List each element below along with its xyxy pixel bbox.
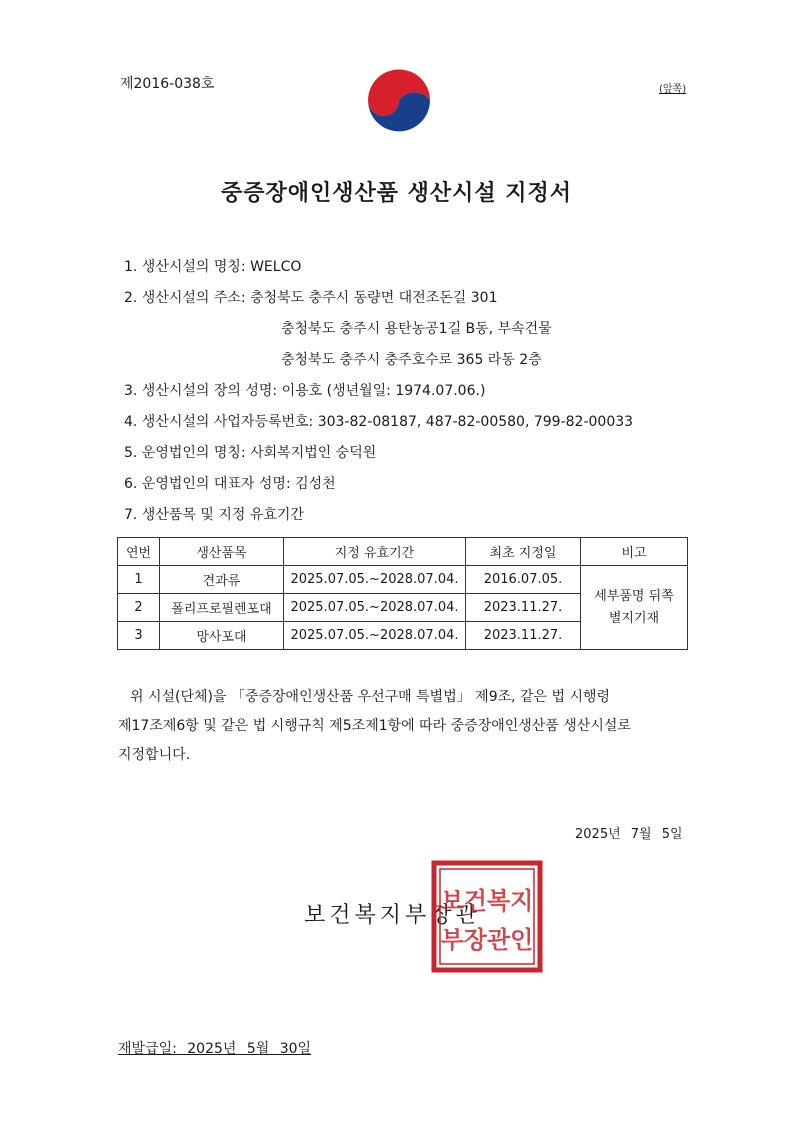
first-designation-date: 2023.11.27.: [466, 622, 581, 650]
table-header-row: [118, 538, 688, 566]
validity-period: 2025.07.05.~2028.07.04.: [284, 566, 466, 594]
page-side-label: (앞쪽): [659, 84, 687, 95]
government-emblem-icon: [356, 66, 442, 152]
item-product-period: 7. 생산품목 및 지정 유효기간: [124, 507, 304, 523]
reissue-date: 재발급일: 2025년 5월 30일: [118, 1041, 312, 1057]
item-facility-head: 3. 생산시설의 장의 성명: 이용호 (생년월일: 1974.07.06.): [124, 383, 486, 399]
column-header: 최초 지정일: [466, 538, 581, 566]
remark-line: 별지기재: [608, 610, 660, 626]
issuer-name: 보건복지부장관: [304, 903, 481, 928]
seal-text: 부장관인: [440, 926, 534, 954]
column-header: 연번: [118, 538, 160, 566]
designation-statement: [118, 683, 693, 770]
page-title: 중증장애인생산품 생산시설 지정서: [220, 181, 573, 206]
row-number: 3: [118, 622, 160, 650]
statement-line: 제17조제6항 및 같은 법 시행규칙 제5조제1항에 따라 중증장애인생산품 생산시설로: [118, 718, 631, 734]
remark-cell: [581, 566, 688, 650]
address-line-3: 충청북도 충주시 충주호수로 365 라동 2층: [281, 352, 542, 368]
product-table: [117, 537, 688, 650]
product-name: 망사포대: [160, 622, 284, 650]
product-name: 견과류: [160, 566, 284, 594]
table-row: [118, 566, 688, 594]
first-designation-date: 2023.11.27.: [466, 594, 581, 622]
column-header: 지정 유효기간: [284, 538, 466, 566]
validity-period: 2025.07.05.~2028.07.04.: [284, 622, 466, 650]
statement-line: 위 시설(단체)을 「중증장애인생산품 우선구매 특별법」 제9조, 같은 법 시행령: [130, 689, 611, 705]
column-header: 생산품목: [160, 538, 284, 566]
address-line-2: 충청북도 충주시 용탄농공1길 B동, 부속건물: [281, 321, 552, 337]
column-header: 비고: [581, 538, 688, 566]
row-number: 1: [118, 566, 160, 594]
document-number: 제2016-038호: [120, 76, 215, 92]
item-business-number: 4. 생산시설의 사업자등록번호: 303-82-08187, 487-82-00580, 799-82-00033: [124, 414, 634, 430]
seal-text: 보건복지: [440, 887, 534, 915]
item-facility-address: 2. 생산시설의 주소: 충청북도 충주시 동량면 대전조돈길 301: [124, 290, 498, 306]
item-facility-name: 1. 생산시설의 명칭: WELCO: [124, 259, 302, 275]
remark-line: 세부품명 뒤쪽: [594, 588, 674, 604]
first-designation-date: 2016.07.05.: [466, 566, 581, 594]
official-seal-icon: [431, 860, 543, 973]
product-name: 폴리프로필렌포대: [160, 594, 284, 622]
row-number: 2: [118, 594, 160, 622]
item-corporation-name: 5. 운영법인의 명칭: 사회복지법인 숭덕원: [124, 445, 377, 461]
issue-date: 2025년 7월 5일: [575, 827, 683, 842]
statement-line: 지정합니다.: [118, 747, 191, 763]
item-representative: 6. 운영법인의 대표자 성명: 김성천: [124, 476, 336, 492]
validity-period: 2025.07.05.~2028.07.04.: [284, 594, 466, 622]
